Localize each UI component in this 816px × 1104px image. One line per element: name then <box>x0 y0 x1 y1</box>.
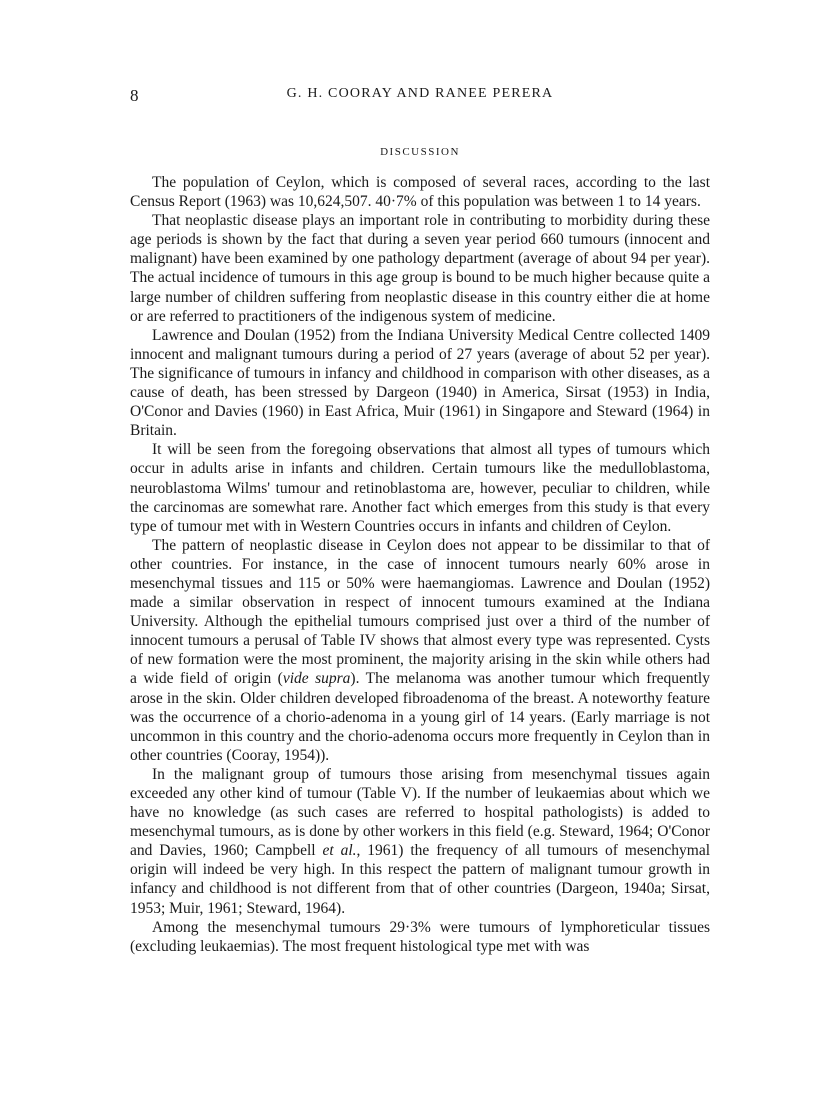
paragraph-text: ). The melanoma was another tumour which frequently arose in the skin. Older children developed fibroadenoma of the breast. A noteworthy feature was the occurrence of a chorio-adenoma in a young girl of 14 years. (Early marriage is not uncommon in this country and the chorio-adenoma occurs more frequently in Ceylon than in other countries (Cooray, 1954)). <box>130 670 710 764</box>
italic-text: et al. <box>322 842 357 860</box>
running-header <box>130 86 710 110</box>
paragraph: It will be seen from the foregoing observations that almost all types of tumours which occur in adults arise in infants and children. Certain tumours like the medulloblastoma, neuroblastoma Wilms' tumour and retinoblastoma are, however, peculiar to children, while the carcinomas are somewhat rare. Another fact which emerges from this study is that every type of tumour met with in Western Countries occurs in infants and children of Ceylon. <box>130 441 710 535</box>
page-number: 8 <box>130 86 139 105</box>
paragraph-text: In the malignant group of tumours those arising from mesenchymal tissues again exceeded any other kind of tumour (Table V). If the number of leukaemias about which we have no knowledge (as such cases are referred to hospital pathologists) is added to mesenchymal tumours, as is done by other workers in this field (e.g. Steward, 1964; O'Conor and Davies, 1960; Campbell <box>130 765 710 860</box>
paragraph: That neoplastic disease plays an important role in contributing to morbidity during these age periods is shown by the fact that during a seven year period 660 tumours (innocent and malignant) have been examined by one pathology department (average of about 94 per year). The actual incidence of tumours in this age group is bound to be much higher because quite a large number of children suffering from neoplastic disease in this country either die at home or are referred to practitioners of the indigenous system of medicine. <box>130 212 710 325</box>
paragraph <box>130 536 710 765</box>
paragraph-text: The pattern of neoplastic disease in Ceylon does not appear to be dissimilar to that of other countries. For instance, in the case of innocent tumours nearly 60% arose in mesenchymal tissues and 115 or 50% were haemangiomas. Lawrence and Doulan (1952) made a similar observation in respect of innocent tumours examined at the Indiana University. Although the epithelial tumours comprised just over a third of the number of innocent tumours a perusal of Table IV shows that almost every type was represented. Cysts of new formation were the most prominent, the majority arising in the skin while others had a wide field of origin ( <box>130 536 710 688</box>
body-text <box>130 173 710 956</box>
paragraph: Among the mesenchymal tumours 29·3% were tumours of lymphoreticular tissues (excluding leukaemias). The most frequent histological type met with was <box>130 918 710 955</box>
page <box>130 86 710 956</box>
italic-text: vide supra <box>282 670 351 688</box>
paragraph: The population of Ceylon, which is composed of several races, according to the last Census Report (1963) was 10,624,507. 40·7% of this population was between 1 to 14 years. <box>130 174 710 211</box>
paragraph <box>130 765 710 918</box>
paragraph-text: , 1961) the frequency of all tumours of mesenchymal origin will indeed be very high. In this respect the pattern of malignant tumour growth in infancy and childhood is not different from that of other countries (Dargeon, 1940a; Sirsat, 1953; Muir, 1961; Steward, 1964). <box>130 842 711 917</box>
running-head-authors: G. H. COORAY AND RANEE PERERA <box>286 86 554 101</box>
paragraph: Lawrence and Doulan (1952) from the Indiana University Medical Centre collected 1409 innocent and malignant tumours during a period of 27 years (average of about 52 per year). The significance of tumours in infancy and childhood in comparison with other diseases, as a cause of death, has been stressed by Dargeon (1940) in America, Sirsat (1953) in India, O'Conor and Davies (1960) in East Africa, Muir (1961) in Singapore and Steward (1964) in Britain. <box>130 326 710 440</box>
section-heading: DISCUSSION <box>380 146 460 158</box>
